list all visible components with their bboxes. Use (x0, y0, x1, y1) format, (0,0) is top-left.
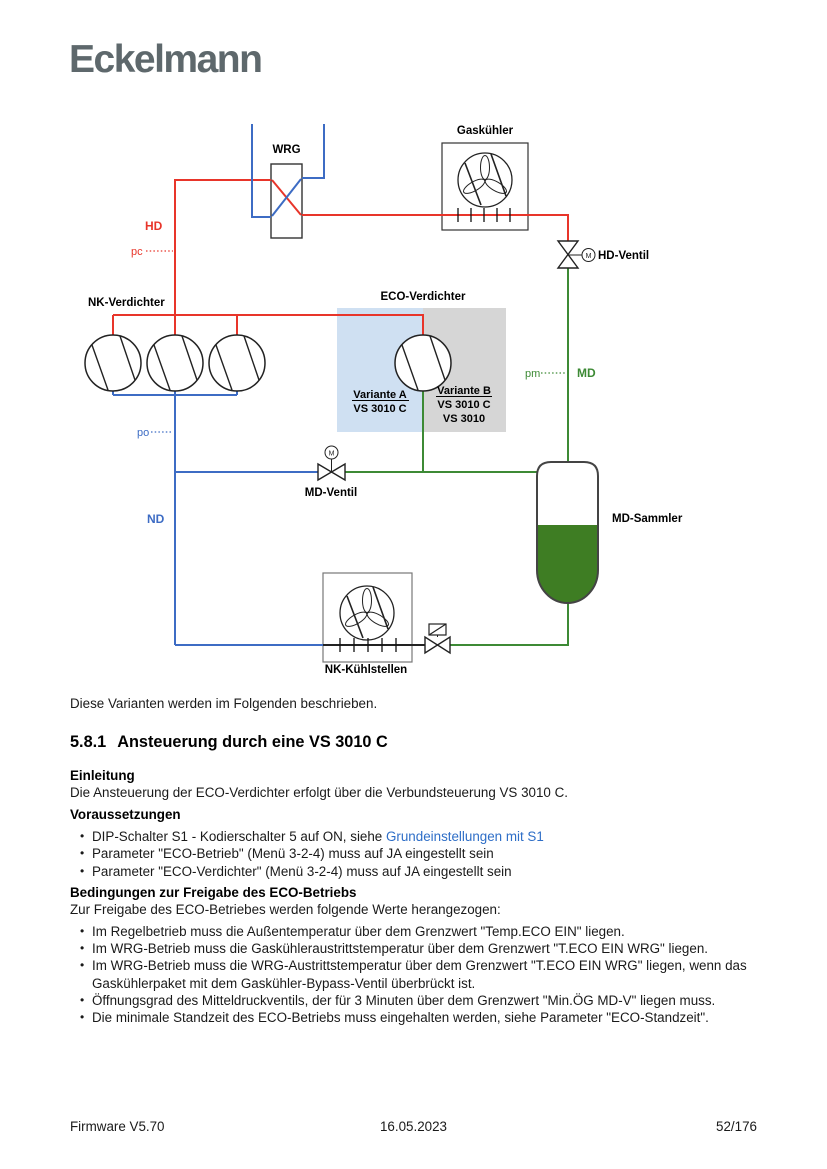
subheading-einleitung: Einleitung (70, 768, 135, 783)
po-label: po (137, 427, 150, 439)
bullet-item: • Die minimale Standzeit des ECO-Betriebs muss eingehalten werden, siehe Parameter "ECO-Standzeit". (70, 1009, 760, 1026)
prerequisites-list (70, 828, 760, 880)
variante-b-line2: VS 3010 (442, 413, 486, 425)
hd-label: HD (145, 219, 163, 233)
gas-cooler-label: Gaskühler (456, 125, 514, 137)
nk-compressor-icons (85, 335, 265, 391)
hd-valve-icon (558, 241, 595, 268)
md-valve-label: MD-Ventil (304, 487, 358, 499)
paragraph-einleitung: Die Ansteuerung der ECO-Verdichter erfolgt über die Verbundsteuerung VS 3010 C. (70, 785, 568, 800)
bullet-item: • Öffnungsgrad des Mitteldruckventils, der für 3 Minuten über dem Grenzwert "Min.ÖG MD-V" liegen muss. (70, 992, 760, 1009)
bullet-item: • Im WRG-Betrieb muss die WRG-Austrittstemperatur über dem Grenzwert "T.ECO EIN WRG" liegen, wenn das Gaskühlerpaket mit dem Gaskühler-Bypass-Ventil überbrückt ist. (70, 957, 760, 992)
wrg-label: WRG (272, 144, 301, 156)
hd-valve-motor-label: M (585, 252, 592, 260)
bullet-item: • Parameter "ECO-Verdichter" (Menü 3-2-4) muss auf JA eingestellt sein (70, 863, 760, 880)
md-valve-icon (318, 446, 345, 480)
nd-label: ND (147, 512, 165, 526)
paragraph-freigabe: Zur Freigabe des ECO-Betriebes werden folgende Werte herangezogen: (70, 901, 501, 917)
gas-cooler-box (442, 143, 528, 230)
subheading-voraussetzungen: Voraussetzungen (70, 807, 181, 822)
eco-compressor-label: ECO-Verdichter (380, 291, 466, 303)
section-heading (70, 732, 760, 752)
conditions-list (70, 923, 760, 1027)
bullet-item: • Im Regelbetrieb muss die Außentemperatur über dem Grenzwert "Temp.ECO EIN" liegen. (70, 923, 760, 940)
bullet-item (70, 828, 760, 845)
expansion-valve-icon (425, 624, 450, 653)
md-valve-motor-label: M (328, 450, 335, 458)
pc-label: pc (131, 246, 143, 258)
footer-page-number: 52/176 (716, 1119, 757, 1134)
eckelmann-logo: Eckelmann (69, 38, 262, 81)
footer-firmware-version: Firmware V5.70 (70, 1119, 165, 1134)
md-receiver-label: MD-Sammler (612, 513, 683, 525)
variante-a-line1: VS 3010 C (353, 403, 407, 415)
variante-b-title: Variante B (437, 385, 491, 397)
subheading-bedingungen: Bedingungen zur Freigabe des ECO-Betriebs (70, 884, 357, 900)
wrg-heat-exchanger-box (271, 164, 302, 238)
eco-compressor-icon (395, 335, 451, 391)
md-receiver-icon (537, 462, 598, 603)
section-title: Ansteuerung durch eine VS 3010 C (117, 733, 388, 751)
bullet-item: • Parameter "ECO-Betrieb" (Menü 3-2-4) muss auf JA eingestellt sein (70, 845, 760, 862)
hd-valve-label: HD-Ventil (598, 250, 650, 262)
md-receiver-liquid-level (537, 525, 598, 603)
md-label: MD (577, 366, 596, 380)
body-text (70, 695, 760, 1027)
intro-paragraph: Diese Varianten werden im Folgenden beschrieben. (70, 696, 378, 711)
cooling-points-label: NK-Kühlstellen (324, 664, 408, 676)
nk-compressors-label: NK-Verdichter (88, 297, 165, 309)
link-grundeinstellungen-mit-s1[interactable]: Grundeinstellungen mit S1 (385, 829, 544, 844)
bullet-item: • Im WRG-Betrieb muss die Gaskühleraustrittstemperatur über dem Grenzwert "T.ECO EIN WRG" liegen. (70, 940, 760, 957)
footer-date: 16.05.2023 (379, 1119, 448, 1134)
variante-a-title: Variante A (353, 389, 407, 401)
pm-label: pm (525, 368, 541, 380)
variante-b-line1: VS 3010 C (437, 399, 491, 411)
section-number: 5.8.1 (70, 733, 107, 751)
bullet-text: DIP-Schalter S1 - Kodierschalter 5 auf ON, siehe (92, 829, 386, 844)
